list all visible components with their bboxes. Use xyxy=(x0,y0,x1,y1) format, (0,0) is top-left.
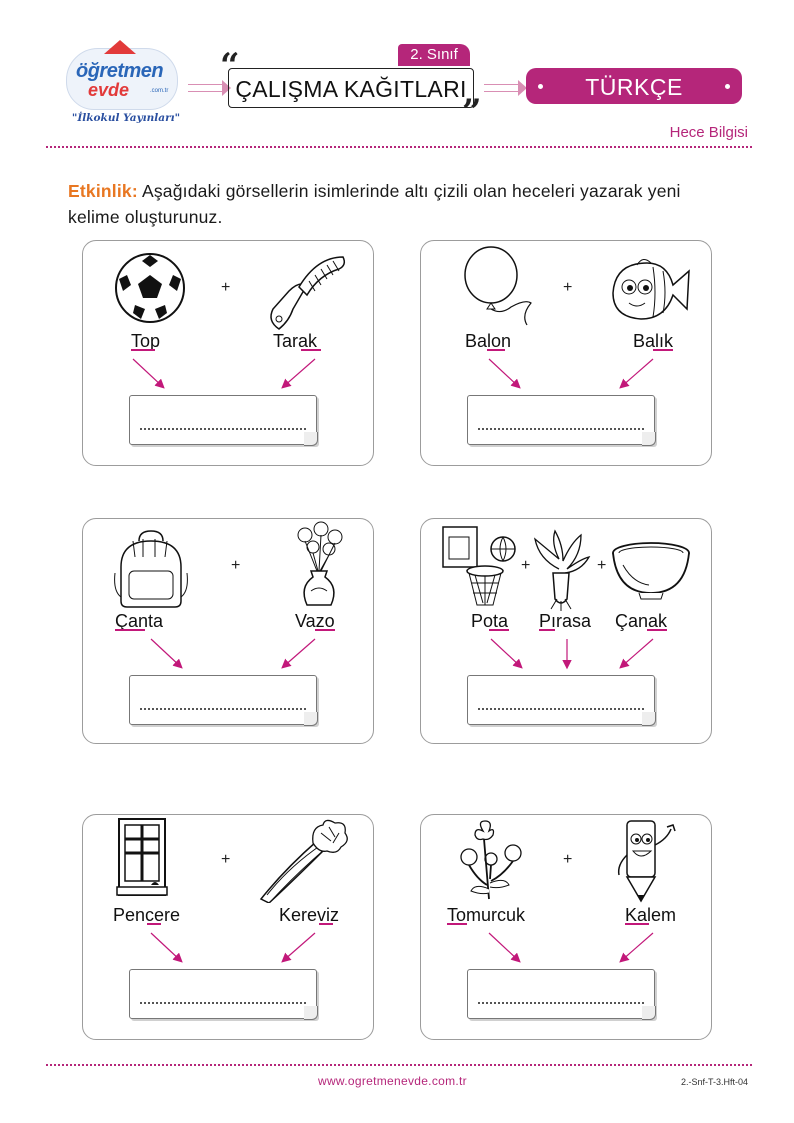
header-divider xyxy=(46,146,752,148)
plus-icon: + xyxy=(221,851,231,868)
word-text: Çanak xyxy=(615,611,668,631)
arrow-icon xyxy=(283,933,315,961)
exercise-card-5 xyxy=(82,814,374,1040)
word-text: Pencere xyxy=(113,905,181,925)
logo-roof-icon xyxy=(104,40,136,54)
header-arrow-icon xyxy=(484,84,518,92)
plus-icon: + xyxy=(231,557,241,574)
plus-icon: + xyxy=(563,851,573,868)
exercise-card-2 xyxy=(420,240,712,466)
word-text: Balon xyxy=(465,331,512,351)
arrow-icon xyxy=(283,359,315,387)
plus-icon: + xyxy=(221,279,231,296)
open-quote-icon: “ xyxy=(220,46,240,86)
page-title: ÇALIŞMA KAĞITLARI xyxy=(235,76,467,102)
subject-badge xyxy=(526,68,742,104)
footer-url[interactable]: www.ogretmenevde.com.tr xyxy=(318,1074,467,1088)
answer-dotted-line xyxy=(140,1002,306,1004)
header-arrow-icon xyxy=(188,84,222,92)
word-text: Vazo xyxy=(295,611,335,631)
dot-icon xyxy=(725,84,730,89)
logo-text-domain: .com.tr xyxy=(150,88,169,94)
page-curl-icon xyxy=(304,432,318,446)
answer-dotted-line xyxy=(478,708,644,710)
footer-divider xyxy=(46,1064,752,1066)
word-text: Balık xyxy=(633,331,674,351)
page-curl-icon xyxy=(642,432,656,446)
close-quote-icon: ” xyxy=(462,92,482,132)
word-text: Tarak xyxy=(273,331,318,351)
answer-box[interactable] xyxy=(467,395,655,445)
answer-dotted-line xyxy=(478,1002,644,1004)
answer-box[interactable] xyxy=(129,395,317,445)
page-curl-icon xyxy=(642,712,656,726)
plus-icon: + xyxy=(521,557,531,574)
word-text: Top xyxy=(131,331,161,351)
page-curl-icon xyxy=(642,1006,656,1020)
page-curl-icon xyxy=(304,1006,318,1020)
arrow-icon xyxy=(621,359,653,387)
answer-box[interactable] xyxy=(129,969,317,1019)
answer-dotted-line xyxy=(140,428,306,430)
arrow-icon xyxy=(283,639,315,667)
word-text: Pota xyxy=(471,611,509,631)
logo-text-sub: evde xyxy=(88,80,130,100)
exercise-card-6 xyxy=(420,814,712,1040)
arrow-icon xyxy=(151,639,181,667)
answer-dotted-line xyxy=(140,708,306,710)
exercise-card-4 xyxy=(420,518,712,744)
arrow-icon xyxy=(489,359,519,387)
grade-tab: 2. Sınıf xyxy=(398,44,470,66)
arrow-icon xyxy=(133,359,163,387)
word-text: Pırasa xyxy=(539,611,592,631)
instruction-label: Etkinlik: xyxy=(68,181,138,201)
word-text: Kereviz xyxy=(279,905,340,925)
answer-box[interactable] xyxy=(467,675,655,725)
page-curl-icon xyxy=(304,712,318,726)
plus-icon: + xyxy=(563,279,573,296)
title-box xyxy=(228,68,474,108)
arrow-icon xyxy=(151,933,181,961)
answer-dotted-line xyxy=(478,428,644,430)
topic-label: Hece Bilgisi xyxy=(669,124,748,141)
subject-label: TÜRKÇE xyxy=(585,74,683,100)
plus-icon: + xyxy=(597,557,607,574)
logo-text-main: öğretmen xyxy=(76,60,164,82)
instruction-text: Aşağıdaki görsellerin isimlerinde altı çizili olan heceleri yazarak yeni kelime oluşturunuz. xyxy=(68,181,681,227)
arrow-icon xyxy=(489,933,519,961)
logo-tagline: "İlkokul Yayınları" xyxy=(71,112,181,124)
word-text: Tomurcuk xyxy=(447,905,526,925)
exercise-card-3 xyxy=(82,518,374,744)
document-code: 2.-Snf-T-3.Hft-04 xyxy=(680,1077,748,1087)
answer-box[interactable] xyxy=(467,969,655,1019)
exercise-card-1 xyxy=(82,240,374,466)
arrow-icon xyxy=(491,639,521,667)
arrow-icon xyxy=(621,639,653,667)
answer-box[interactable] xyxy=(129,675,317,725)
instruction xyxy=(68,178,708,230)
word-text: Kalem xyxy=(625,905,677,925)
publisher-logo xyxy=(64,40,184,130)
arrow-icon xyxy=(621,933,653,961)
word-text: Çanta xyxy=(115,611,164,631)
